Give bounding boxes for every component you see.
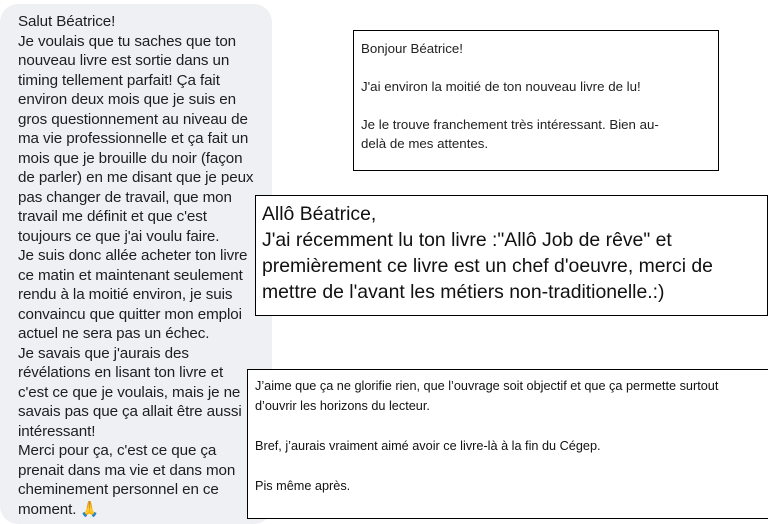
message-body-text: Je voulais que tu saches que ton nouveau livre est sortie dans un timing tellement parfait! Ça fait environ deux mois que je suis en gros questionnement au niveau de ma vie professionnelle et ça fait un mois que je brouille du noir (façon de parler) en me disant que je peux pas changer de travail, que mon travail me définit et que c'est toujours ce que j'ai voulu faire. Je suis donc allée acheter ton livre ce matin et maintenant seulement rendu à la moitié environ, je suis convaincu que quitter mon emploi actuel ne sera pas un échec. Je savais que j'aurais des révélations en lisant ton livre et c'est ce que je voulais, mais je ne savais pas que ça allait être aussi intéressant! Merci pour ça, c'est ce que ça prenait dans ma vie et dans mon cheminement personnel en ce moment. (18, 32, 254, 518)
testimonial-3-line: Pis même après. (255, 479, 351, 493)
testimonial-2-greeting: Allô Béatrice, (262, 203, 377, 225)
praying-hands-icon: 🙏 (80, 500, 100, 518)
testimonial-3-line: Bref, j’aurais vraiment aimé avoir ce livre-là à la fin du Cégep. (255, 439, 601, 453)
testimonial-card-3 (247, 369, 768, 519)
testimonial-1-line: Je le trouve franchement très intéressant. Bien au- delà de mes attentes. (361, 117, 659, 151)
message-greeting: Salut Béatrice! (18, 13, 116, 30)
message-body (18, 32, 262, 520)
testimonial-1-greeting: Bonjour Béatrice! (361, 41, 463, 56)
testimonial-2-body: J'ai récemment lu ton livre :"Allô Job de rêve" et premièrement ce livre est un chef d'oeuvre, merci de mettre de l'avant les métiers non-traditionelle.:) (262, 229, 713, 303)
testimonial-card-2 (255, 195, 768, 316)
testimonial-1-line: J'ai environ la moitié de ton nouveau livre de lu! (361, 79, 641, 94)
testimonial-card-1 (353, 30, 719, 171)
message-bubble (0, 4, 272, 524)
testimonial-3-line: J’aime que ça ne glorifie rien, que l’ouvrage soit objectif et que ça permette surtout d’ouvrir les horizons du lecteur. (255, 379, 719, 413)
